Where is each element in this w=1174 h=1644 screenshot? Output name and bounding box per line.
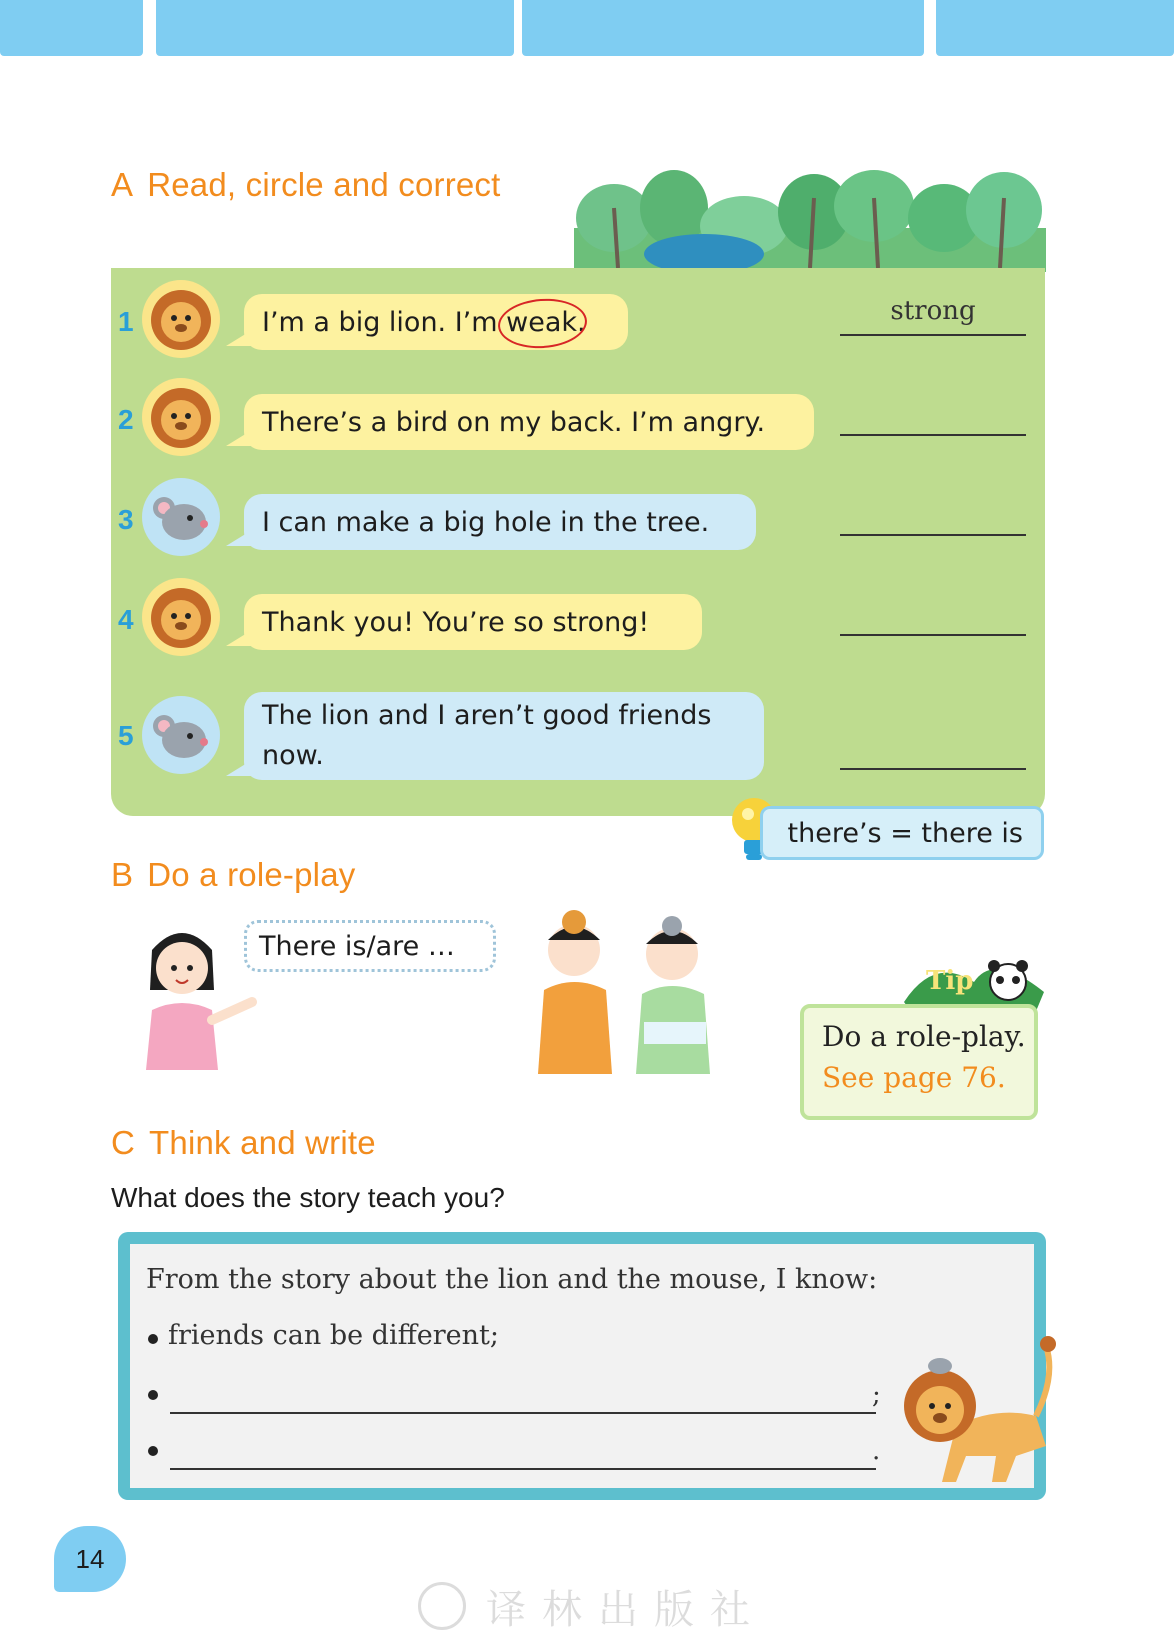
answer-line[interactable] (840, 396, 1026, 436)
section-b-heading (111, 856, 355, 894)
boys-illustration (522, 910, 732, 1074)
section-c-title: Think and write (149, 1124, 376, 1161)
forest-illustration (574, 168, 1046, 272)
line-punctuation: ; (872, 1380, 881, 1410)
writing-intro: From the story about the lion and the mouse, I know: (146, 1264, 878, 1295)
answer-line[interactable] (840, 496, 1026, 536)
answer-line[interactable] (840, 730, 1026, 770)
publisher-name: 译林出版社 (486, 1586, 766, 1633)
grammar-note: there’s = there is (760, 806, 1044, 860)
bullet-text: friends can be different; (168, 1320, 499, 1351)
section-c-heading (111, 1124, 376, 1162)
lion-and-mouse-illustration (896, 1336, 1064, 1486)
section-a-letter: A (111, 166, 134, 203)
speech-bubble (244, 594, 702, 650)
bubble-text: I can make a big hole in the tree. (262, 506, 710, 538)
bubble-text-line2: now. (262, 740, 324, 771)
row-number: 2 (118, 404, 134, 435)
speech-bubble (244, 294, 628, 350)
line-punctuation: . (872, 1436, 881, 1466)
bubble-text: There’s a bird on my back. I’m angry. (262, 406, 766, 438)
bubble-text-end: . (577, 306, 586, 338)
writing-line[interactable] (170, 1410, 876, 1414)
section-c-letter: C (111, 1124, 136, 1161)
row-number: 3 (118, 504, 134, 535)
circled-word: weak (506, 306, 578, 338)
bullet-icon (148, 1390, 158, 1400)
tip-label: Tip (926, 966, 974, 996)
section-a-title: Read, circle and correct (147, 166, 501, 203)
lion-avatar-icon (142, 378, 220, 456)
tip-line-2: See page 76. (822, 1061, 1006, 1094)
answer-line[interactable] (840, 596, 1026, 636)
role-play-speech-bubble: There is/are … (244, 920, 496, 972)
publisher-watermark (418, 1578, 766, 1634)
speech-bubble (244, 692, 764, 780)
publisher-seal-icon (418, 1582, 466, 1630)
lion-avatar-icon (142, 578, 220, 656)
lion-avatar-icon (142, 280, 220, 358)
tip-box (800, 1004, 1038, 1120)
bullet-icon (148, 1446, 158, 1456)
mouse-avatar-icon (142, 478, 220, 556)
top-banner (0, 0, 1174, 66)
section-a-heading (111, 166, 501, 204)
bullet-icon (148, 1334, 158, 1344)
page-number: 14 (54, 1526, 126, 1592)
row-number: 1 (118, 306, 134, 337)
tip-line-1: Do a role-play. (822, 1020, 1026, 1053)
speech-bubble (244, 394, 814, 450)
row-number: 5 (118, 720, 134, 751)
bubble-text: I’m a big lion. I’m (262, 306, 507, 338)
section-b-letter: B (111, 856, 134, 893)
speech-bubble (244, 494, 756, 550)
mouse-avatar-icon (142, 696, 220, 774)
writing-line[interactable] (170, 1466, 876, 1470)
bubble-text: Thank you! You’re so strong! (262, 606, 650, 638)
row-number: 4 (118, 604, 134, 635)
bubble-text-line1: The lion and I aren’t good friends (262, 700, 712, 731)
question-text: What does the story teach you? (111, 1182, 505, 1213)
answer-line[interactable]: strong (840, 296, 1026, 336)
section-b-title: Do a role-play (147, 856, 356, 893)
